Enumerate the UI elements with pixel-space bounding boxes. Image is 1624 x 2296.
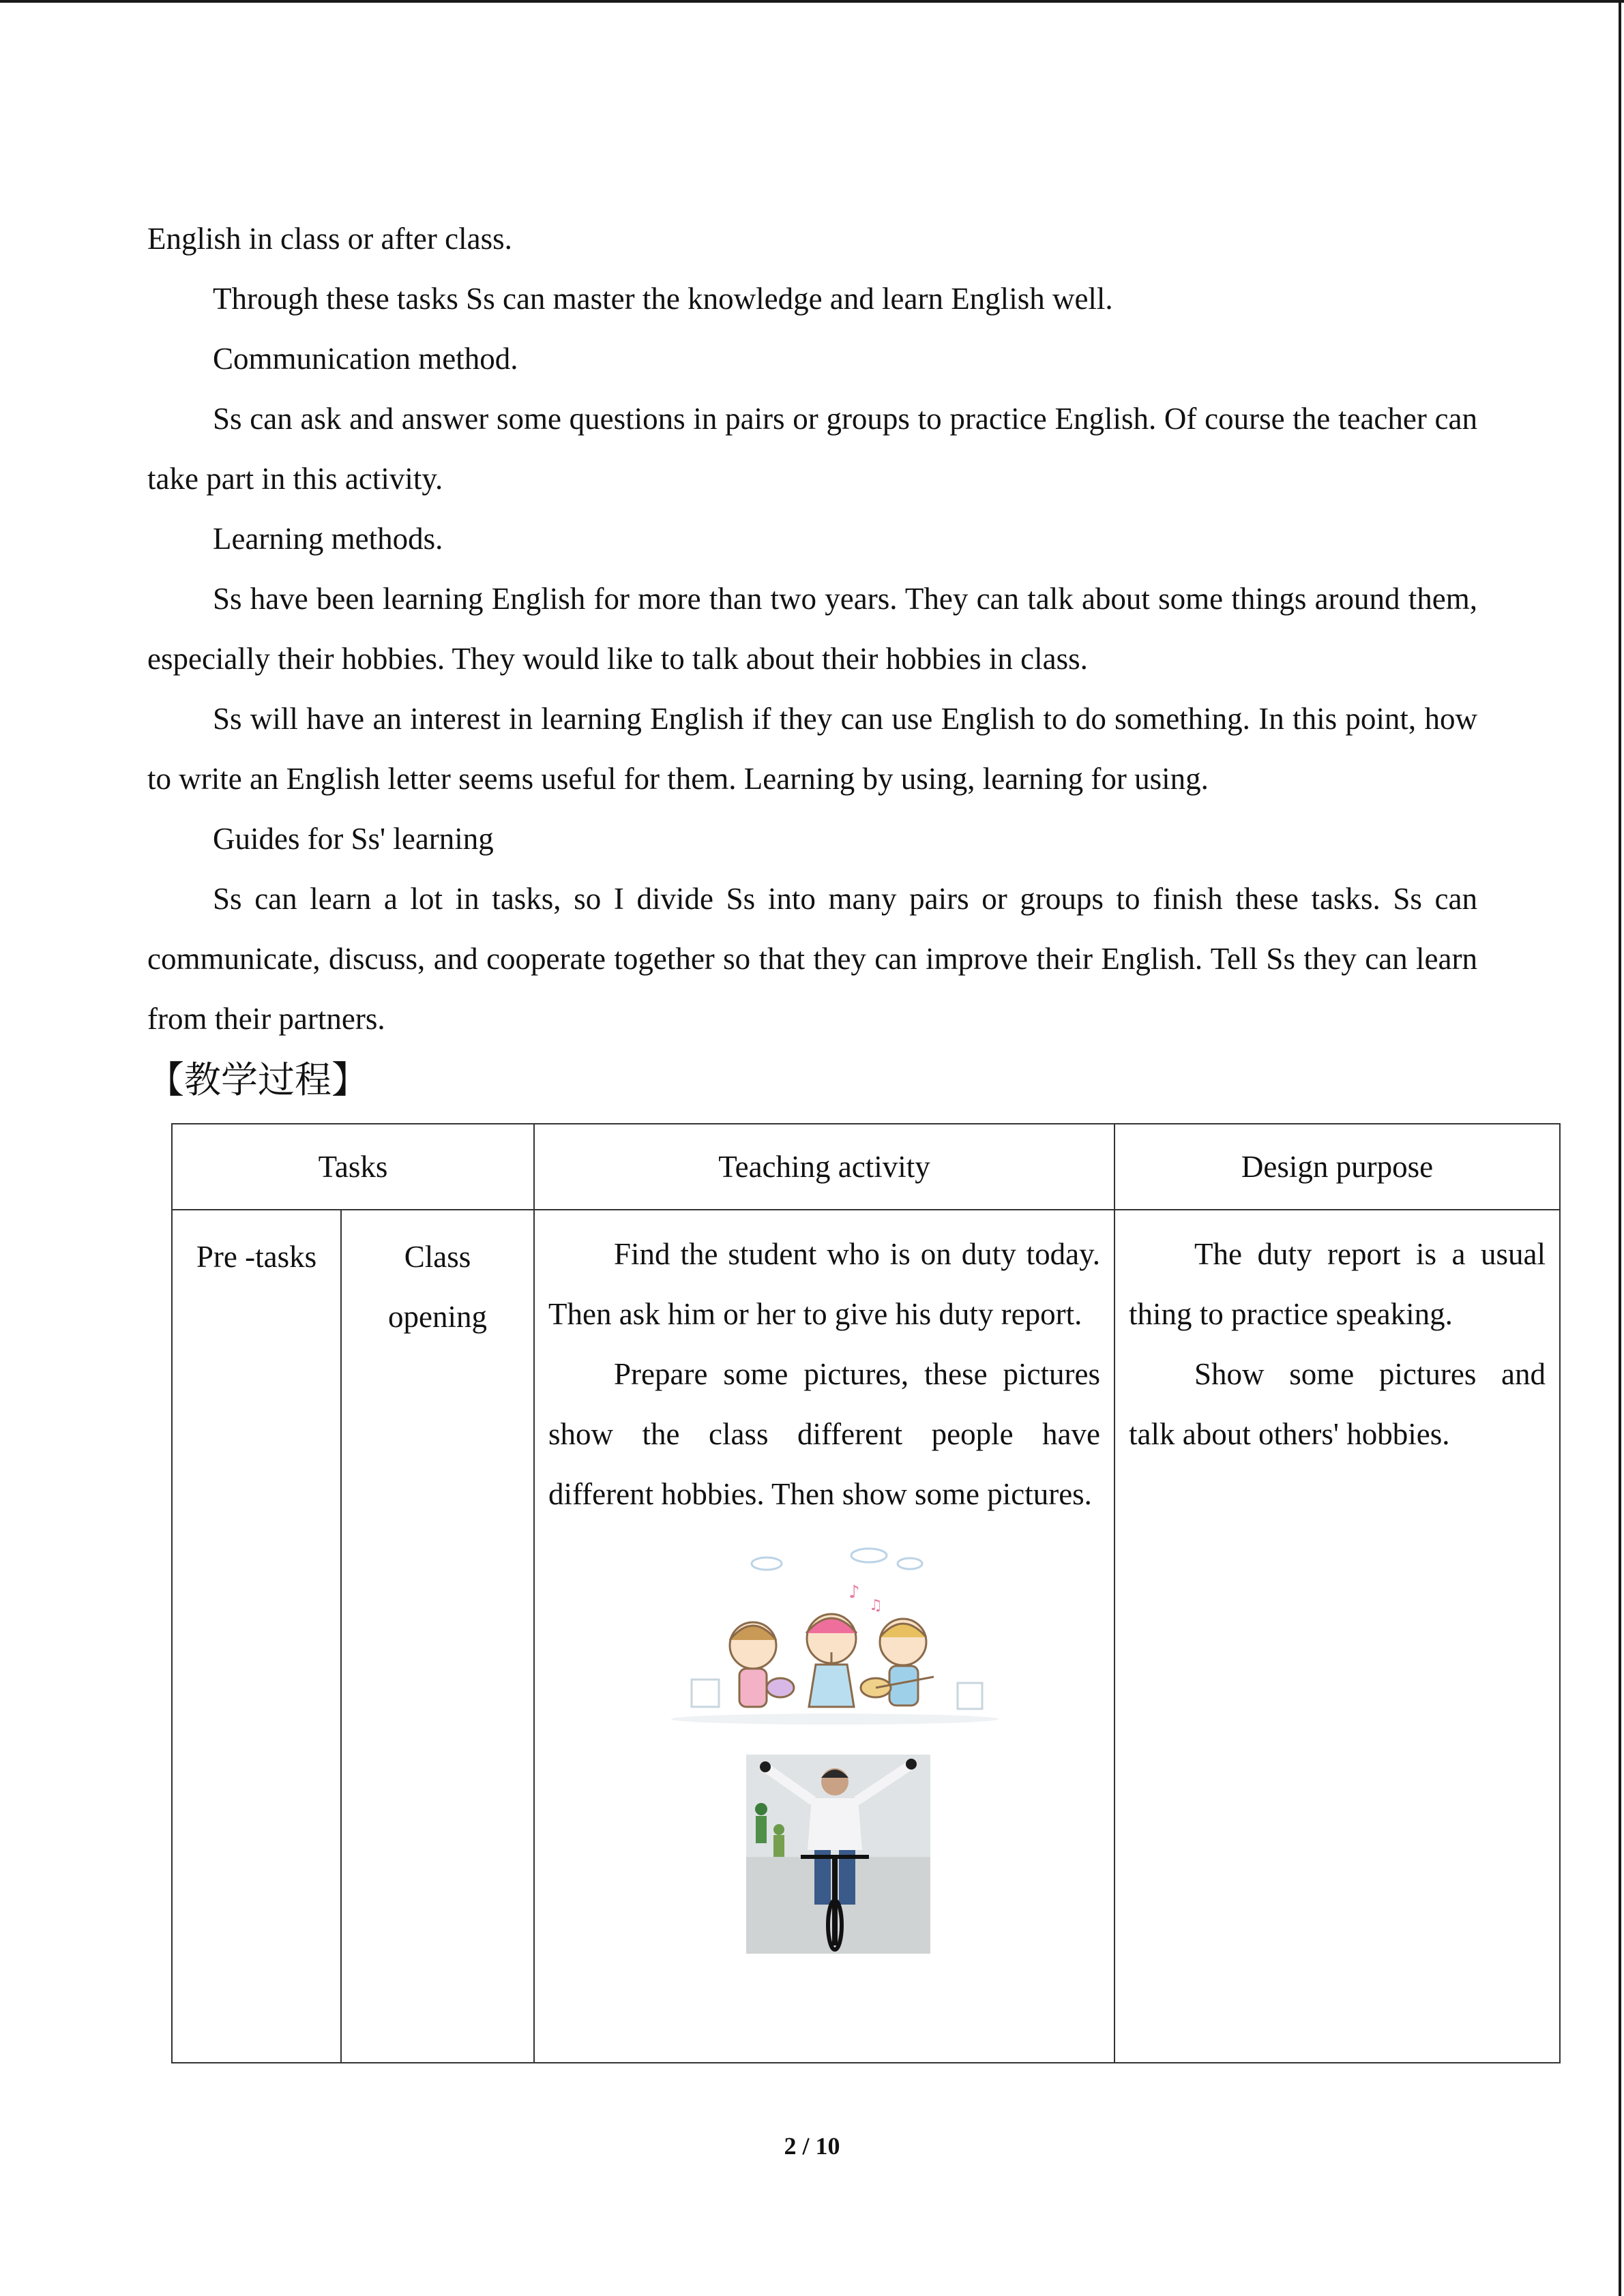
top-border [0, 0, 1624, 3]
right-border [1619, 0, 1621, 2296]
purpose-paragraph-2: Show some pictures and talk about others' hobbies. [1129, 1357, 1546, 1451]
substage-text: Class opening [388, 1240, 487, 1334]
paragraph-3: Communication method. [213, 342, 518, 376]
header-tasks: Tasks [172, 1124, 534, 1210]
cell-substage [341, 1210, 534, 2063]
paragraph-2: Through these tasks Ss can master the knowledge and learn English well. [213, 282, 1113, 316]
teaching-process-table [171, 1123, 1561, 2063]
table-row [172, 1210, 1560, 2063]
paragraph-8: Guides for Ss' learning [213, 822, 494, 856]
paragraph-1: English in class or after class. [147, 222, 512, 256]
paragraph-7: Ss will have an interest in learning English if they can use English to do something. In this point, how to write an English letter seems useful for them. Learning by using, learning for using. [147, 702, 1477, 796]
cell-design-purpose [1114, 1210, 1560, 2063]
body-text [147, 209, 1477, 1049]
paragraph-6: Ss have been learning English for more than two years. They can talk about some things around them, especially their hobbies. They would like to talk about their hobbies in class. [147, 582, 1477, 676]
section-heading: 【教学过程】 [147, 1058, 368, 1101]
paragraph-5: Learning methods. [213, 522, 443, 556]
purpose-paragraph-1: The duty report is a usual thing to practice speaking. [1129, 1237, 1546, 1331]
table-header-row [172, 1124, 1560, 1210]
kids-music-picture-wrap [548, 1524, 1100, 1727]
cell-teaching-activity [534, 1210, 1114, 2063]
paragraph-4: Ss can ask and answer some questions in pairs or groups to practice English. Of course the teacher can take part in this activity. [147, 402, 1477, 496]
activity-paragraph-1: Find the student who is on duty today. Then ask him or her to give his duty report. [548, 1237, 1100, 1331]
kids-music-illustration [664, 1543, 1005, 1727]
cell-stage: Pre -tasks [172, 1210, 341, 2063]
cyclist-photo [746, 1755, 930, 1954]
header-design-purpose: Design purpose [1114, 1124, 1560, 1210]
svg-text:♫: ♫ [868, 1597, 883, 1614]
svg-text:♪: ♪ [848, 1582, 860, 1602]
page-number: 2 / 10 [784, 2132, 840, 2160]
paragraph-9: Ss can learn a lot in tasks, so I divide Ss into many pairs or groups to finish these tasks. Ss can communicate, discuss, and cooperate together so that they can improve their English. Tell Ss they can learn from their partners. [147, 882, 1477, 1036]
header-teaching-activity: Teaching activity [534, 1124, 1114, 1210]
activity-paragraph-2: Prepare some pictures, these pictures show the class different people have different hobbies. Then show some pictures. [548, 1357, 1100, 1511]
cyclist-picture-wrap [548, 1727, 1100, 1954]
